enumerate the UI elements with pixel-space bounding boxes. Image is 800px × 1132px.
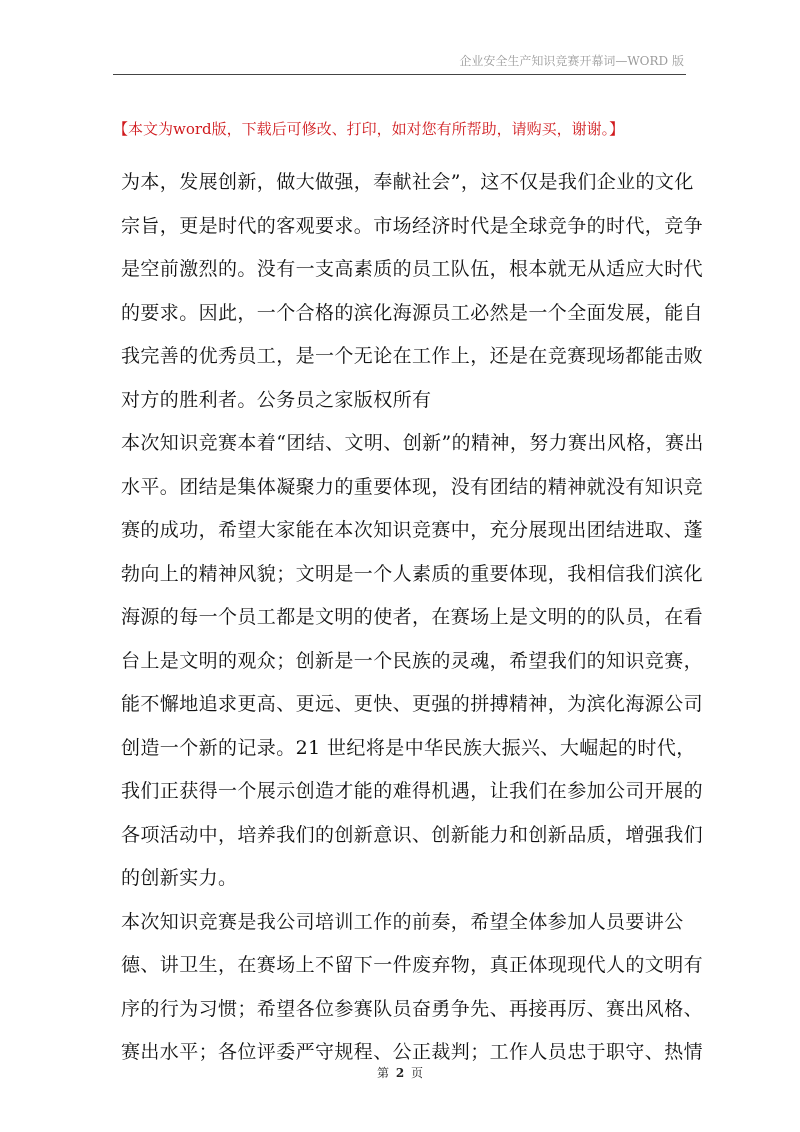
body-line: 勃向上的精神风貌；文明是一个人素质的重要体现，我相信我们滨化 bbox=[121, 562, 704, 585]
document-body bbox=[121, 161, 704, 1075]
body-line: 海源的每一个员工都是文明的使者，在赛场上是文明的的队员，在看 bbox=[121, 606, 704, 628]
body-line: 对方的胜利者。公务员之家版权所有 bbox=[121, 388, 432, 411]
page-number-suffix: 页 bbox=[411, 1066, 424, 1080]
body-line: 为本，发展创新，做大做强，奉献社会”，这不仅是我们企业的文化 bbox=[121, 171, 694, 193]
header-divider bbox=[113, 74, 686, 75]
body-line: 能不懈地追求更高、更远、更快、更强的拼搏精神，为滨化海源公司 bbox=[121, 693, 704, 715]
body-line: 水平。团结是集体凝聚力的重要体现，没有团结的精神就没有知识竞 bbox=[121, 475, 704, 498]
page-number-prefix: 第 bbox=[376, 1066, 389, 1080]
body-line: 的创新实力。 bbox=[121, 867, 238, 889]
page-footer bbox=[0, 1064, 800, 1081]
page-header-title: 企业安全生产知识竞赛开幕词—WORD 版 bbox=[459, 54, 684, 68]
body-line: 各项活动中，培养我们的创新意识、创新能力和创新品质，增强我们 bbox=[121, 823, 704, 846]
body-line: 本次知识竞赛是我公司培训工作的前奏，希望全体参加人员要讲公 bbox=[121, 910, 684, 933]
body-line: 宗旨，更是时代的客观要求。市场经济时代是全球竞争的时代，竞争 bbox=[121, 214, 704, 237]
body-line: 创造一个新的记录。21 世纪将是中华民族大振兴、大崛起的时代， bbox=[121, 736, 696, 759]
body-line: 我们正获得一个展示创造才能的难得机遇，让我们在参加公司开展的 bbox=[121, 780, 704, 802]
purchase-notice: 【本文为word版，下载后可修改、打印，如对您有所帮助，请购买，谢谢。】 bbox=[113, 120, 625, 138]
body-line: 德、讲卫生，在赛场上不留下一件废弃物，真正体现现代人的文明有 bbox=[121, 954, 704, 976]
body-line: 赛出水平；各位评委严守规程、公正裁判；工作人员忠于职守、热情 bbox=[121, 1041, 704, 1063]
body-line: 是空前激烈的。没有一支高素质的员工队伍，根本就无从适应大时代 bbox=[121, 258, 704, 280]
body-line: 台上是文明的观众；创新是一个民族的灵魂，希望我们的知识竞赛， bbox=[121, 649, 704, 672]
body-line: 本次知识竞赛本着“团结、文明、创新”的精神，努力赛出风格，赛出 bbox=[121, 432, 704, 454]
body-line: 的要求。因此，一个合格的滨化海源员工必然是一个全面发展，能自 bbox=[121, 301, 704, 324]
body-line: 我完善的优秀员工，是一个无论在工作上，还是在竞赛现场都能击败 bbox=[121, 345, 704, 367]
page-number: 2 bbox=[395, 1066, 405, 1080]
body-line: 序的行为习惯；希望各位参赛队员奋勇争先、再接再厉、赛出风格、 bbox=[121, 997, 704, 1020]
body-line: 赛的成功，希望大家能在本次知识竞赛中，充分展现出团结进取、蓬 bbox=[121, 519, 704, 541]
